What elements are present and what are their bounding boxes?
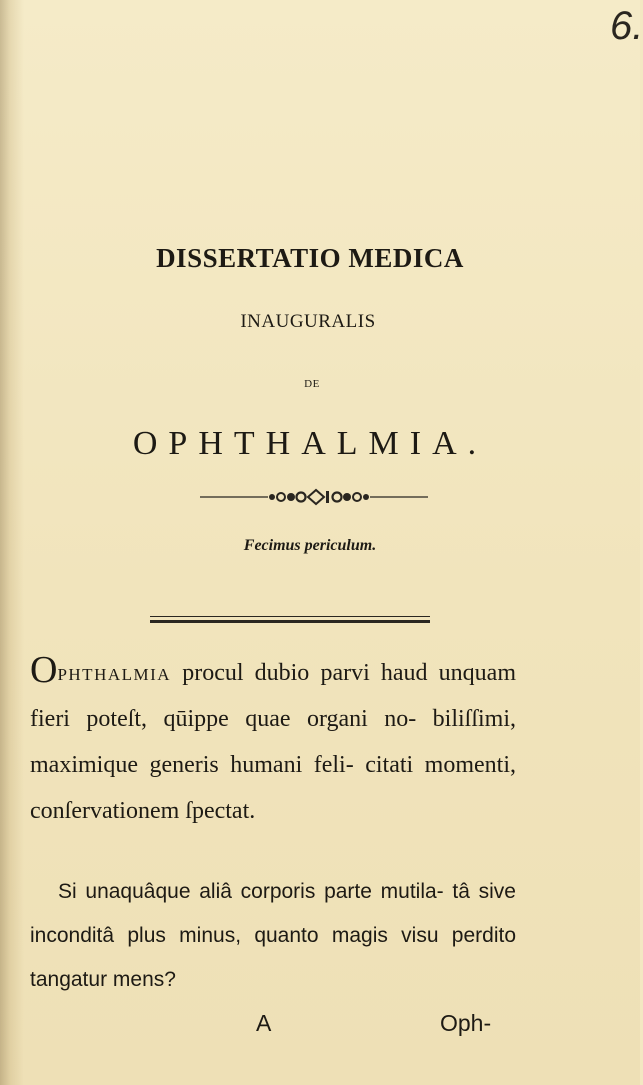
signature-mark: A [256, 1010, 272, 1036]
paragraph-2 [30, 870, 516, 1002]
title-de: DE [304, 378, 320, 390]
drop-capital: O [30, 649, 58, 691]
paragraph-1-smallcaps: phthalmia [57, 660, 172, 686]
title-sub: INAUGURALIS [240, 311, 376, 332]
paragraph-1-text: procul dubio parvi haud unquam fieri poteſt, qūippe quae organi no- biliſſimi, maximique generis humani feli- citati momenti, conſervationem ſpectat. [30, 660, 516, 824]
paragraph-2-text: Si unaquâque aliâ corporis parte mutila- tâ sive inconditâ plus minus, quanto magis visu perdito tangatur mens? [30, 880, 516, 991]
section-rule [150, 616, 430, 623]
title-main: DISSERTATIO MEDICA [156, 243, 464, 273]
printers-ornament-icon [198, 487, 430, 507]
catchword: Oph- [440, 1010, 492, 1036]
folio-number: 6. [610, 4, 643, 48]
motto: Fecimus periculum. [243, 537, 377, 554]
title-subject: OPHTHALMIA. [132, 425, 488, 462]
paragraph-1 [30, 650, 516, 834]
